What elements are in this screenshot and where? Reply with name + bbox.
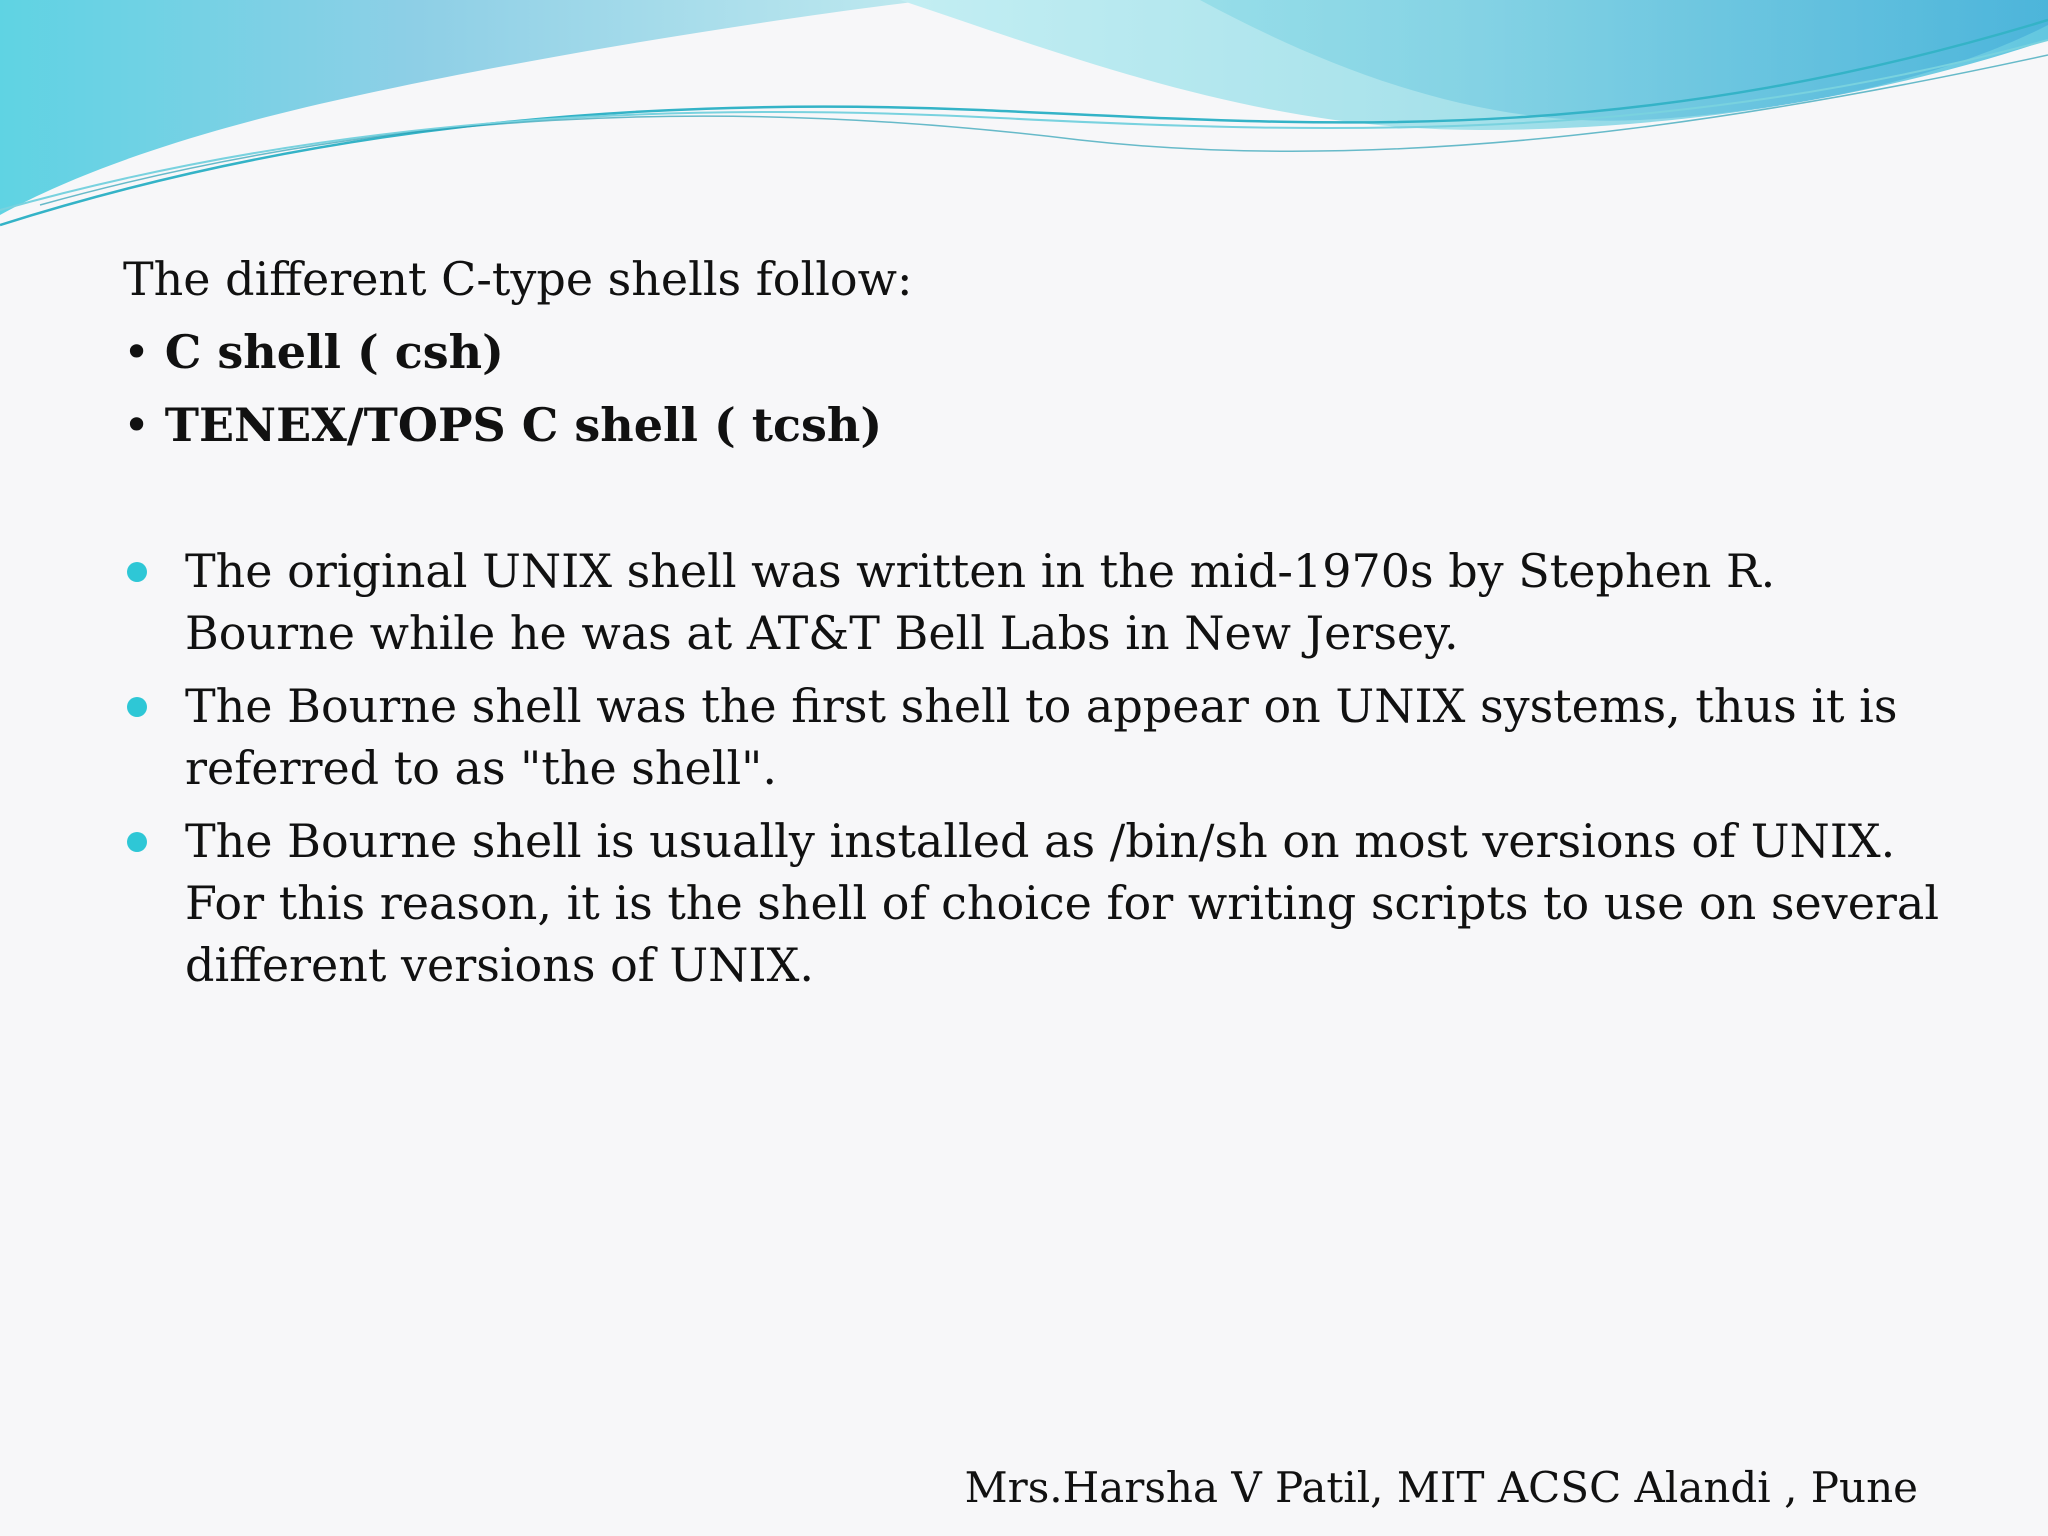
point-text: The original UNIX shell was written in the mid-1970s by Stephen R. Bourne while he was at AT&T Bell Labs in New Jersey.	[185, 544, 1776, 660]
c-shell-intro	[123, 243, 1923, 462]
bullet-dot-icon	[127, 562, 147, 582]
intro-item-label: C shell ( csh)	[164, 325, 504, 379]
intro-bullet-glyph: •	[123, 398, 151, 452]
list-item	[123, 675, 1953, 799]
point-text: The Bourne shell is usually installed as /bin/sh on most versions of UNIX. For this reason, it is the shell of choice for writing scripts to use on several different versions of UNIX.	[185, 814, 1940, 992]
intro-bullet-glyph: •	[123, 325, 151, 379]
intro-item-csh	[123, 316, 1923, 389]
list-item	[123, 540, 1953, 664]
intro-heading: The different C-type shells follow:	[123, 252, 913, 306]
intro-item-label: TENEX/TOPS C shell ( tcsh)	[164, 398, 883, 452]
bourne-shell-points	[123, 540, 1953, 1007]
list-item	[123, 810, 1953, 996]
intro-item-tcsh	[123, 389, 1923, 462]
point-text: The Bourne shell was the first shell to appear on UNIX systems, thus it is referred to as "the shell".	[185, 679, 1898, 795]
wave-header-decoration	[0, 0, 2048, 240]
bullet-dot-icon	[127, 697, 147, 717]
bullet-dot-icon	[127, 832, 147, 852]
footer-credit: Mrs.Harsha V Patil, MIT ACSC Alandi , Pune	[964, 1463, 1918, 1512]
